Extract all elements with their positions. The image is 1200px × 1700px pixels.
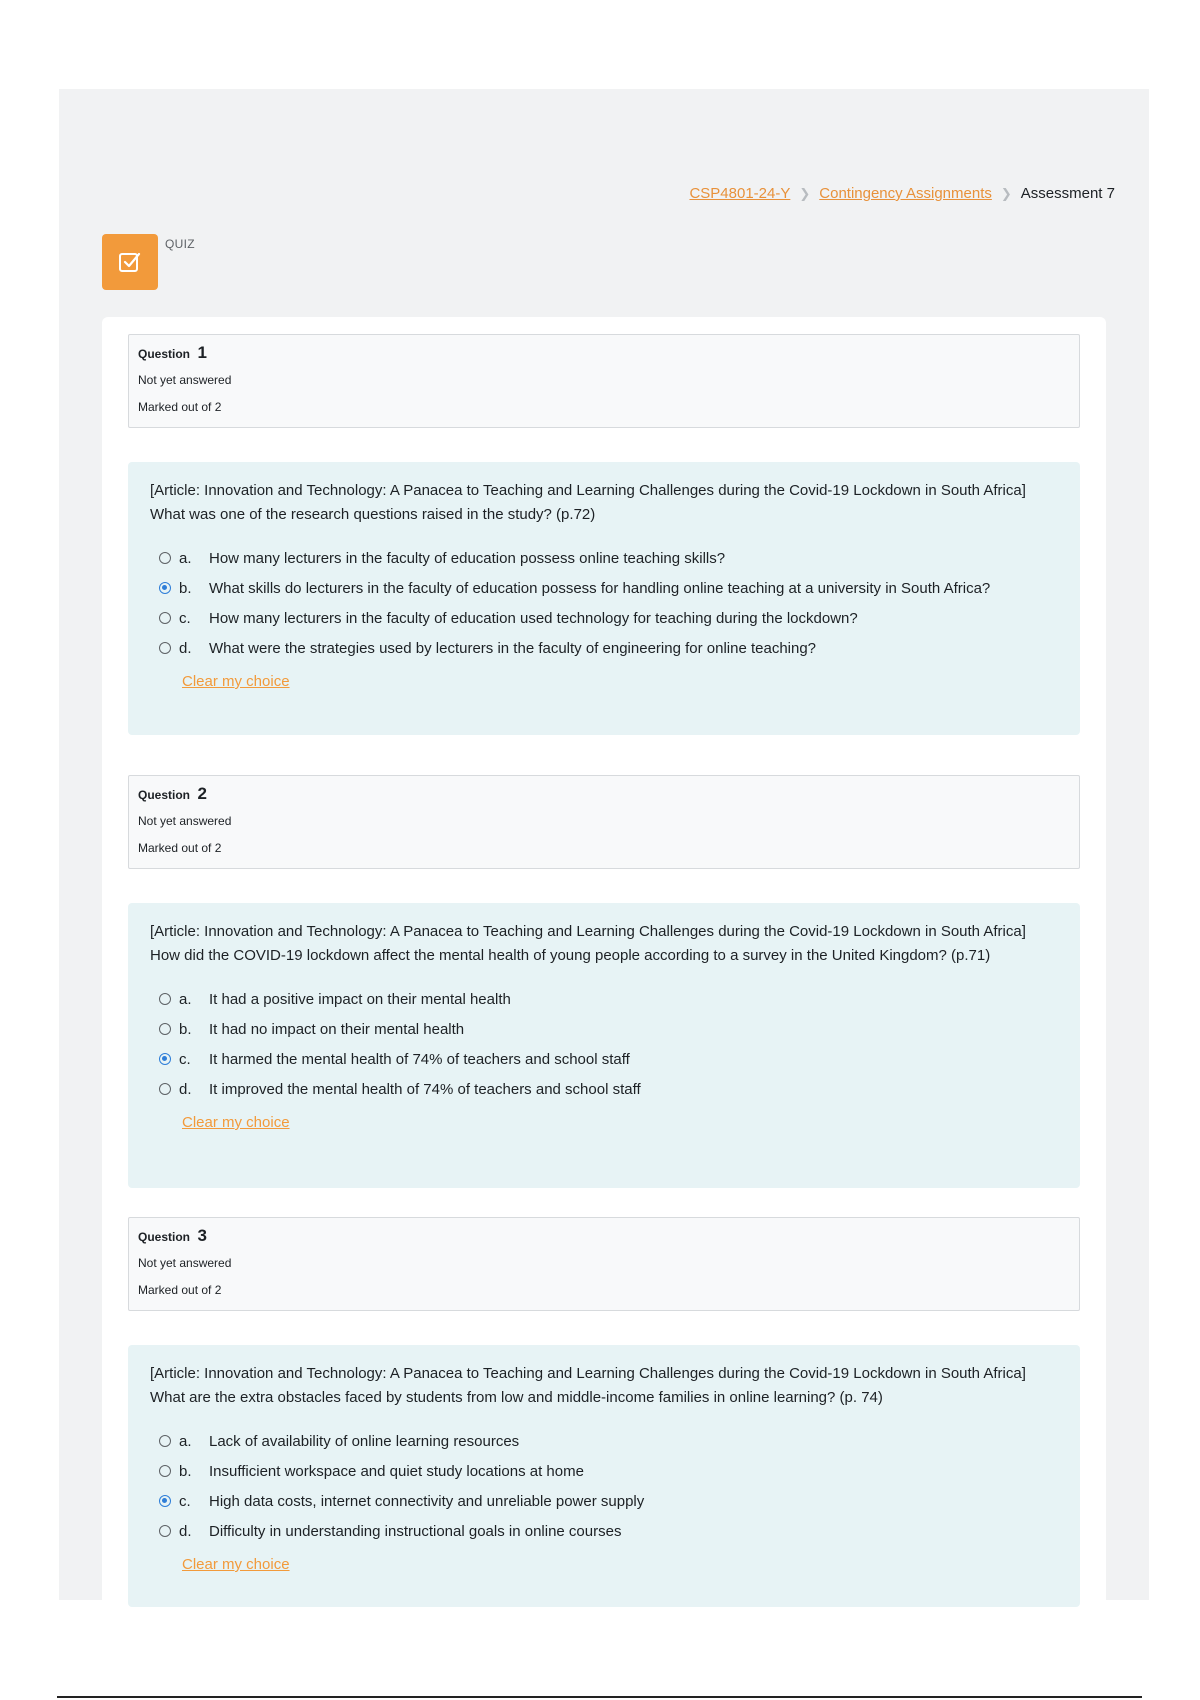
question-body <box>128 1345 1080 1607</box>
answer-option[interactable] <box>150 1520 1058 1544</box>
chevron-right-icon: ❯ <box>1000 185 1012 201</box>
answer-letter: d. <box>179 640 192 657</box>
answer-option[interactable] <box>150 1078 1058 1102</box>
answer-option[interactable] <box>150 1490 1058 1514</box>
answer-letter: c. <box>179 610 191 627</box>
answer-text: How many lecturers in the faculty of education possess online teaching skills? <box>209 550 726 567</box>
answer-text: How many lecturers in the faculty of education used technology for teaching during the lockdown? <box>209 610 858 627</box>
radio-button[interactable] <box>159 1525 171 1537</box>
question-text: [Article: Innovation and Technology: A Panacea to Teaching and Learning Challenges during the Covid-19 Lockdown in South Africa] What was one of the research questions raised in the study? (p.72) <box>150 482 1026 523</box>
answer-letter: b. <box>179 580 192 597</box>
question-info <box>128 775 1080 869</box>
breadcrumb-current: Assessment 7 <box>1020 185 1115 202</box>
question-number: 1 <box>197 343 207 362</box>
answer-letter: d. <box>179 1081 192 1098</box>
answer-text: It had a positive impact on their mental health <box>209 991 511 1008</box>
breadcrumb <box>689 185 1115 202</box>
question-body <box>128 903 1080 1188</box>
answer-text: Difficulty in understanding instructional goals in online courses <box>209 1523 622 1540</box>
answer-option[interactable] <box>150 1430 1058 1454</box>
question-number: 2 <box>197 784 207 803</box>
clear-choice-link[interactable]: Clear my choice <box>182 673 290 690</box>
question-mark: Marked out of 2 <box>138 1283 222 1297</box>
answer-text: It harmed the mental health of 74% of teachers and school staff <box>209 1051 630 1068</box>
answer-letter: c. <box>179 1493 191 1510</box>
radio-button[interactable] <box>159 1465 171 1477</box>
answer-text: What skills do lecturers in the faculty of education possess for handling online teaching at a university in South Africa? <box>209 580 991 597</box>
radio-button[interactable] <box>159 1083 171 1095</box>
question-text: [Article: Innovation and Technology: A Panacea to Teaching and Learning Challenges during the Covid-19 Lockdown in South Africa] How did the COVID-19 lockdown affect the mental health of young people according to a survey in the United Kingdom? (p.71) <box>150 923 1026 964</box>
answer-option[interactable] <box>150 547 1058 571</box>
answer-option[interactable] <box>150 577 1058 601</box>
question-label: Question <box>138 347 191 361</box>
question-heading <box>138 784 1070 804</box>
answer-letter: b. <box>179 1021 192 1038</box>
question-text: [Article: Innovation and Technology: A Panacea to Teaching and Learning Challenges during the Covid-19 Lockdown in South Africa] What are the extra obstacles faced by students from low and middle-income families in online learning? (p. 74) <box>150 1365 1026 1406</box>
quiz-content <box>102 317 1106 1607</box>
radio-button[interactable] <box>159 1435 171 1447</box>
answer-option[interactable] <box>150 637 1058 661</box>
answer-option[interactable] <box>150 607 1058 631</box>
clear-choice-link[interactable]: Clear my choice <box>182 1556 290 1573</box>
answer-letter: b. <box>179 1463 192 1480</box>
question-label: Question <box>138 788 191 802</box>
question-number: 3 <box>197 1226 207 1245</box>
answer-letter: a. <box>179 991 192 1008</box>
radio-button-selected[interactable] <box>159 582 171 594</box>
question-info <box>128 334 1080 428</box>
answer-text: High data costs, internet connectivity and unreliable power supply <box>209 1493 645 1510</box>
page-bottom-rule <box>57 1696 1142 1698</box>
chevron-right-icon: ❯ <box>799 185 811 201</box>
question-state: Not yet answered <box>138 373 232 387</box>
question-mark: Marked out of 2 <box>138 400 222 414</box>
radio-button-selected[interactable] <box>159 1053 171 1065</box>
answer-option[interactable] <box>150 988 1058 1012</box>
question-heading <box>138 343 1070 363</box>
question-info <box>128 1217 1080 1311</box>
breadcrumb-section-link[interactable]: Contingency Assignments <box>819 185 992 202</box>
clear-choice-link[interactable]: Clear my choice <box>182 1114 290 1131</box>
radio-button[interactable] <box>159 993 171 1005</box>
answer-text: What were the strategies used by lecturers in the faculty of engineering for online teaching? <box>209 640 817 657</box>
radio-button[interactable] <box>159 612 171 624</box>
question-heading <box>138 1226 1070 1246</box>
answer-option[interactable] <box>150 1048 1058 1072</box>
answer-option[interactable] <box>150 1460 1058 1484</box>
breadcrumb-course-link[interactable]: CSP4801-24-Y <box>689 185 791 202</box>
question-body <box>128 462 1080 735</box>
radio-button-selected[interactable] <box>159 1495 171 1507</box>
quiz-check-icon <box>102 234 158 290</box>
answer-text: Lack of availability of online learning resources <box>209 1433 520 1450</box>
radio-button[interactable] <box>159 552 171 564</box>
question-label: Question <box>138 1230 191 1244</box>
radio-button[interactable] <box>159 1023 171 1035</box>
radio-button[interactable] <box>159 642 171 654</box>
answer-option[interactable] <box>150 1018 1058 1042</box>
activity-type-label: QUIZ <box>165 237 195 251</box>
answer-letter: d. <box>179 1523 192 1540</box>
question-state: Not yet answered <box>138 1256 232 1270</box>
question-state: Not yet answered <box>138 814 232 828</box>
answer-letter: a. <box>179 1433 192 1450</box>
answer-text: It improved the mental health of 74% of teachers and school staff <box>209 1081 641 1098</box>
answer-letter: c. <box>179 1051 191 1068</box>
page-frame <box>59 89 1149 1600</box>
answer-text: It had no impact on their mental health <box>209 1021 465 1038</box>
answer-text: Insufficient workspace and quiet study locations at home <box>209 1463 584 1480</box>
question-mark: Marked out of 2 <box>138 841 222 855</box>
answer-letter: a. <box>179 550 192 567</box>
